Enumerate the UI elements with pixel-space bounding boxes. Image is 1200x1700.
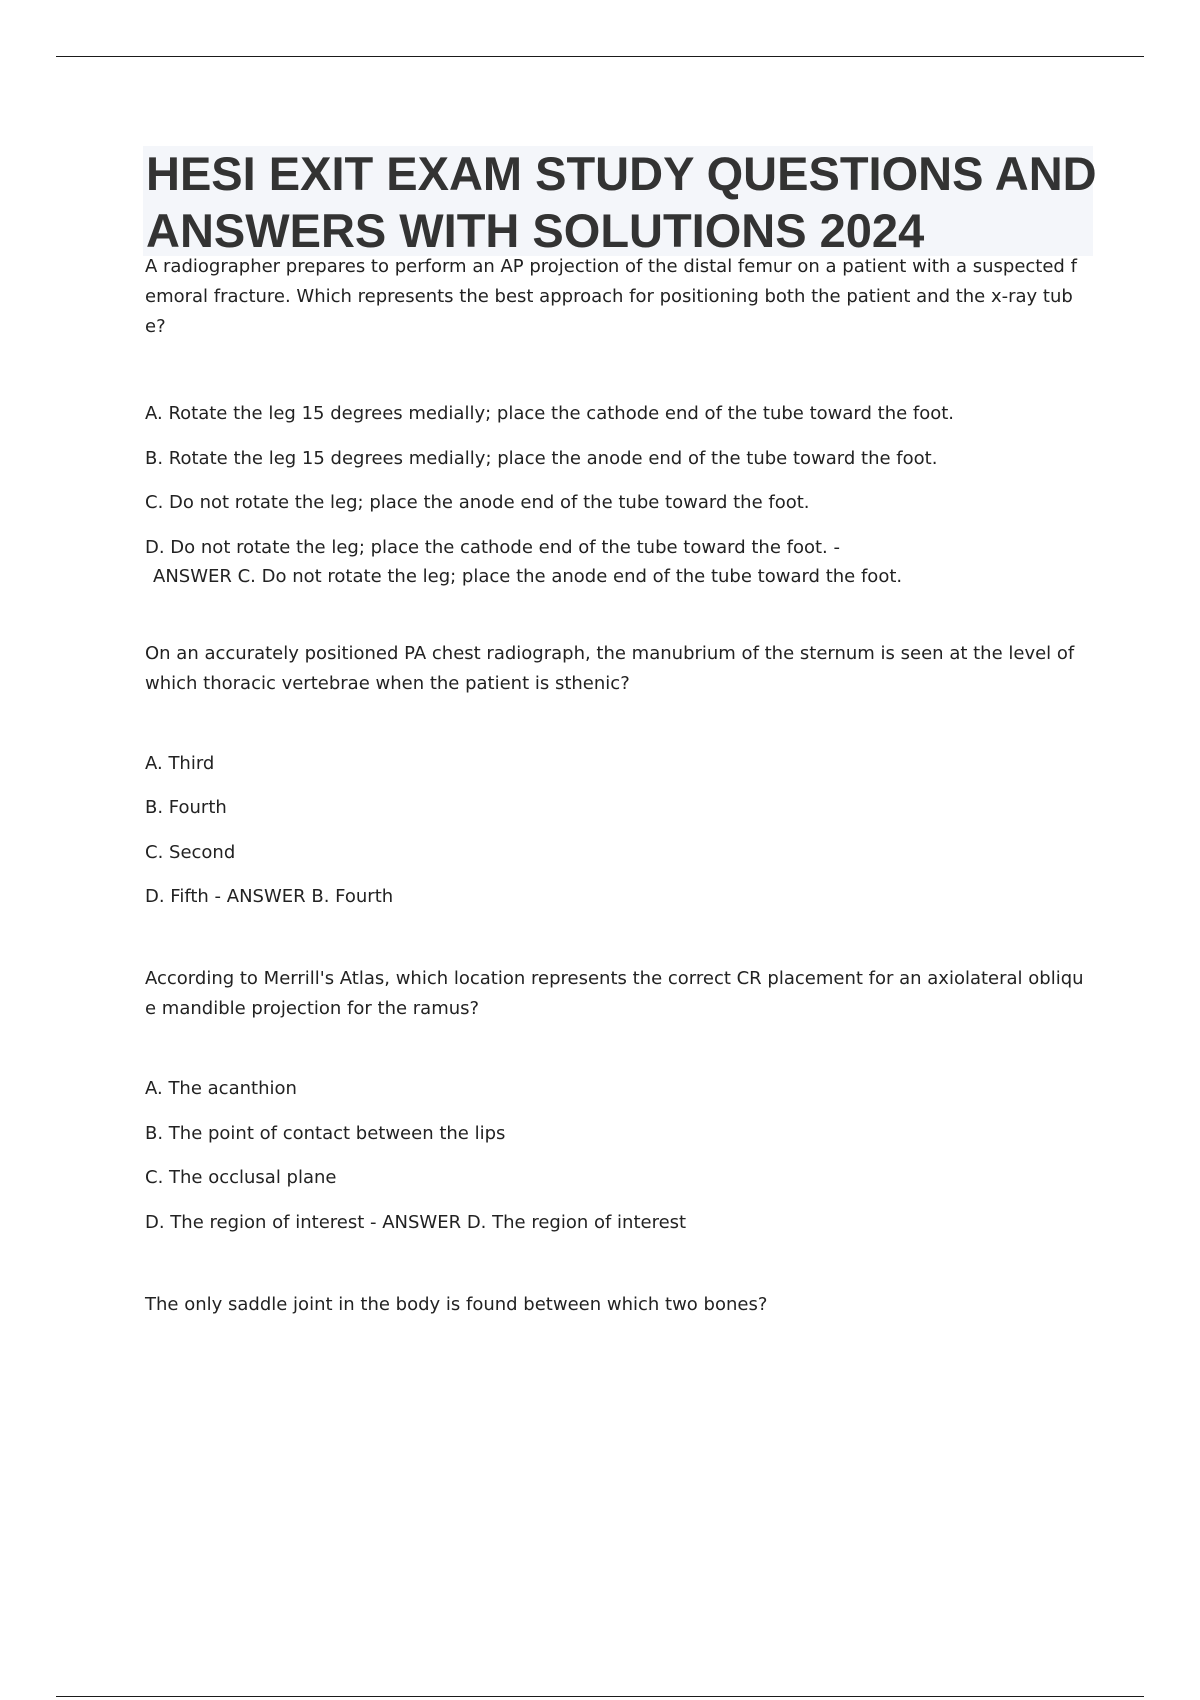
footer-rule (56, 1696, 1144, 1697)
document-body (145, 252, 1085, 1320)
answer-option: D. The region of interest - ANSWER D. The region of interest (145, 1211, 687, 1233)
question-text: According to Merrill's Atlas, which location represents the correct CR placement for an axiolateral oblique mandible projection for the ramus? (145, 968, 1084, 1019)
answer-option: A. Rotate the leg 15 degrees medially; place the cathode end of the tube toward the foot. (145, 403, 955, 424)
answer-option: D. Do not rotate the leg; place the cathode end of the tube toward the foot. - (145, 536, 840, 558)
question-block (145, 252, 1085, 591)
answer-key: ANSWER C. Do not rotate the leg; place the anode end of the tube toward the foot. (153, 565, 903, 587)
question-text: On an accurately positioned PA chest radiograph, the manubrium of the sternum is seen at the level of which thoracic vertebrae when the patient is sthenic? (145, 642, 1075, 694)
answer-option: B. The point of contact between the lips (145, 1122, 506, 1144)
question-text: A radiographer prepares to perform an AP projection of the distal femur on a patient with a suspected femoral fracture. Which represents the best approach for positioning both the patient and the x-ray tube? (145, 256, 1077, 337)
header-rule (56, 56, 1144, 57)
question-text: The only saddle joint in the body is found between which two bones? (145, 1293, 768, 1315)
answer-option: C. Second (145, 841, 236, 863)
answer-option: A. The acanthion (145, 1078, 297, 1099)
answer-option: B. Rotate the leg 15 degrees medially; place the anode end of the tube toward the foot. (145, 447, 938, 469)
answer-option: C. Do not rotate the leg; place the anode end of the tube toward the foot. (145, 492, 810, 513)
answer-option: D. Fifth - ANSWER B. Fourth (145, 886, 394, 907)
answer-option: B. Fourth (145, 797, 227, 818)
question-block (145, 1290, 1085, 1320)
question-block (145, 964, 1085, 1238)
answer-option: C. The occlusal plane (145, 1167, 337, 1188)
answer-option: A. Third (145, 752, 215, 774)
document-title: HESI EXIT EXAM STUDY QUESTIONS AND ANSWERS WITH SOLUTIONS 2024 (146, 147, 1097, 257)
question-block (145, 639, 1085, 913)
